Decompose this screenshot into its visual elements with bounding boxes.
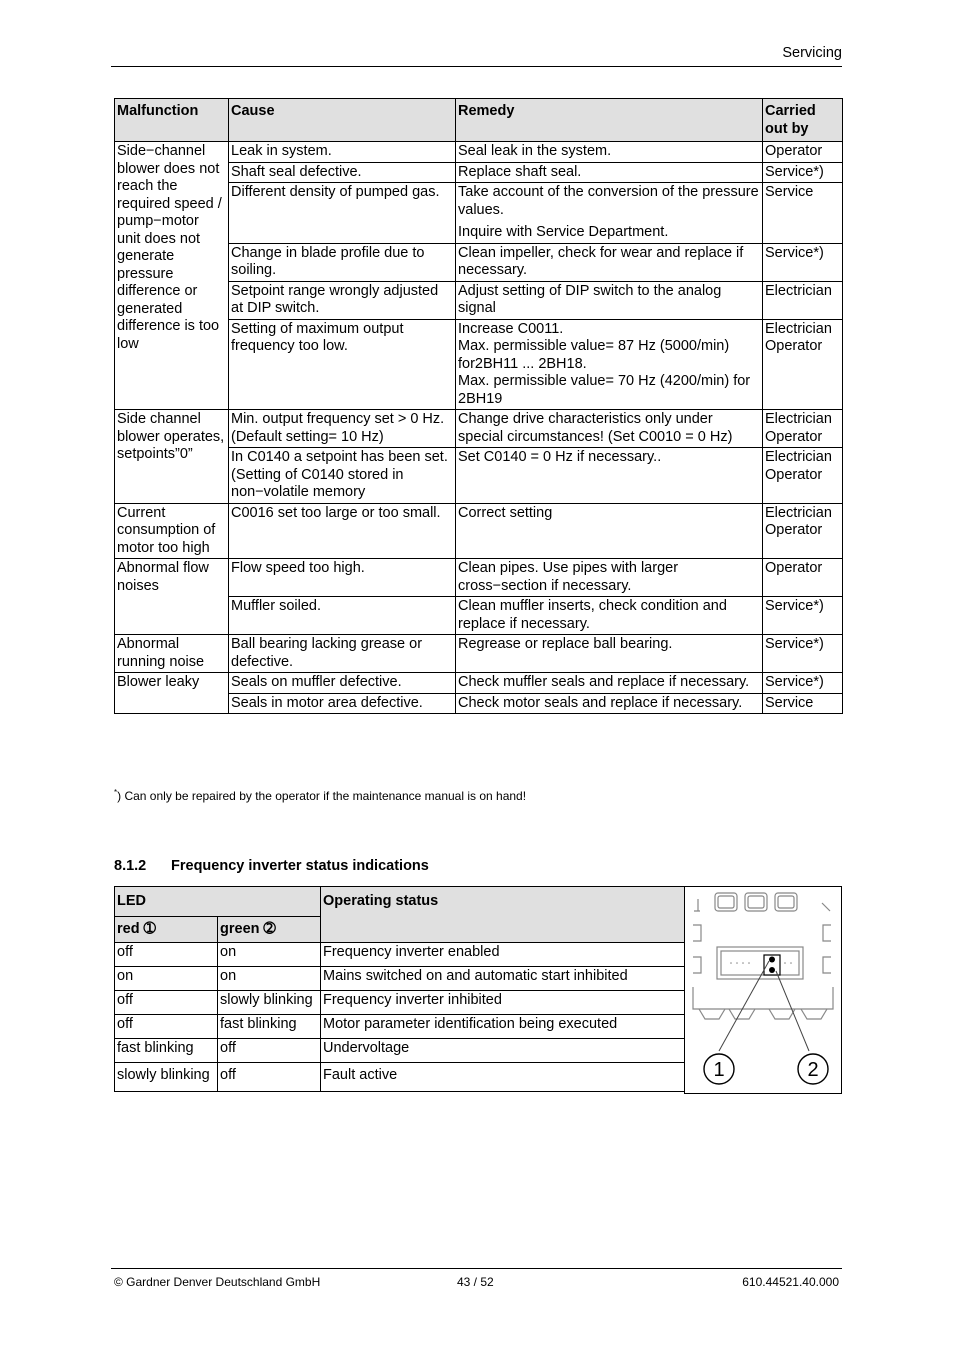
cause-cell: Ball bearing lacking grease or defective.	[229, 635, 456, 673]
led-table-row	[115, 1063, 685, 1092]
carried-out-by-cell: Electrician Operator	[763, 503, 843, 559]
cause-cell: Different density of pumped gas.	[229, 183, 456, 244]
carried-out-by-cell: Electrician	[763, 281, 843, 319]
remedy-line: Clean muffler inserts, check condition and replace if necessary.	[458, 598, 727, 632]
malfunction-cell: Side channel blower operates, setpoints”0”	[115, 410, 229, 504]
carried-out-by-cell: Service*)	[763, 162, 843, 183]
remedy-line: Check muffler seals and replace if necessary.	[458, 674, 750, 690]
carried-out-by-cell: Operator	[763, 142, 843, 163]
table-header-row	[115, 99, 843, 142]
remedy-line: Inquire with Service Department.	[458, 224, 669, 240]
page-header-section: Servicing	[782, 45, 842, 61]
led-red-state: off	[115, 1015, 218, 1039]
carried-out-by-cell: Service*)	[763, 243, 843, 281]
remedy-cell	[456, 410, 763, 448]
header-remedy: Remedy	[456, 99, 763, 142]
remedy-cell	[456, 448, 763, 504]
led-red-state: off	[115, 991, 218, 1015]
carried-out-by-cell: Service*)	[763, 597, 843, 635]
led-table-row	[115, 1015, 685, 1039]
carried-out-by-cell: Electrician Operator	[763, 448, 843, 504]
header-red: red ➀	[115, 917, 218, 943]
led-red-state: slowly blinking	[115, 1063, 218, 1092]
carried-out-by-cell: Service*)	[763, 673, 843, 694]
table-row	[115, 673, 843, 694]
malfunction-cell: Side−channel blower does not reach the required speed / pump−motor unit does not generate pressure difference or generated difference is too low	[115, 142, 229, 410]
malfunction-cell: Abnormal flow noises	[115, 559, 229, 635]
carried-out-by-cell: Operator	[763, 559, 843, 597]
malfunction-cell: Blower leaky	[115, 673, 229, 714]
remedy-line: Change drive characteristics only under special circumstances! (Set C0010 = 0 Hz)	[458, 411, 733, 445]
led-table-row	[115, 991, 685, 1015]
operating-status: Fault active	[321, 1063, 685, 1092]
table-row	[115, 635, 843, 673]
carried-out-by-cell: Electrician Operator	[763, 410, 843, 448]
remedy-line: Correct setting	[458, 504, 553, 521]
led-green-state: off	[218, 1039, 321, 1063]
led-table-body	[115, 943, 685, 1092]
header-malfunction: Malfunction	[115, 99, 229, 142]
remedy-line: Max. permissible value= 70 Hz (4200/min) for 2BH19	[458, 373, 751, 407]
remedy-line: Seal leak in the system.	[458, 143, 612, 159]
cause-cell: Leak in system.	[229, 142, 456, 163]
led-table-row	[115, 967, 685, 991]
remedy-line: Max. permissible value= 87 Hz (5000/min) for2BH11 ... 2BH18.	[458, 338, 730, 372]
cause-cell: Seals on muffler defective.	[229, 673, 456, 694]
led-table-row	[115, 943, 685, 967]
cause-cell: Flow speed too high.	[229, 559, 456, 597]
remedy-cell	[456, 243, 763, 281]
footnote-text: ) Can only be repaired by the operator if the maintenance manual is on hand!	[117, 789, 527, 803]
table-row	[115, 142, 843, 163]
cause-cell: Seals in motor area defective.	[229, 693, 456, 714]
section-number: 8.1.2	[114, 858, 147, 874]
led-table-row	[115, 1039, 685, 1063]
operating-status: Mains switched on and automatic start inhibited	[321, 967, 685, 991]
table-row	[115, 410, 843, 448]
remedy-cell	[456, 673, 763, 694]
led-red-indicator	[769, 957, 775, 963]
operating-status: Motor parameter identification being executed	[321, 1015, 685, 1039]
led-red-state: fast blinking	[115, 1039, 218, 1063]
remedy-cell	[456, 503, 763, 559]
carried-out-by-cell: Service	[763, 183, 843, 244]
cause-cell: In C0140 a setpoint has been set. (Setting of C0140 stored in non−volatile memory	[229, 448, 456, 504]
cause-cell: Setpoint range wrongly adjusted at DIP switch.	[229, 281, 456, 319]
section-title: Frequency inverter status indications	[171, 858, 429, 874]
remedy-cell	[456, 635, 763, 673]
malfunction-cell: Abnormal running noise	[115, 635, 229, 673]
remedy-line: Increase C0011.	[458, 320, 564, 337]
cause-cell: Change in blade profile due to soiling.	[229, 243, 456, 281]
operating-status: Frequency inverter enabled	[321, 943, 685, 967]
remedy-cell	[456, 281, 763, 319]
callout-2-label: 2	[807, 1059, 819, 1081]
led-green-state: slowly blinking	[218, 991, 321, 1015]
remedy-line: Regrease or replace ball bearing.	[458, 636, 673, 652]
remedy-cell	[456, 693, 763, 714]
carried-out-by-cell: Service*)	[763, 635, 843, 673]
led-red-state: off	[115, 943, 218, 967]
header-cause: Cause	[229, 99, 456, 142]
remedy-cell	[456, 142, 763, 163]
footnote	[114, 788, 526, 803]
remedy-line: Replace shaft seal.	[458, 163, 582, 180]
carried-out-by-cell: Service	[763, 693, 843, 714]
led-red-state: on	[115, 967, 218, 991]
malfunction-table	[114, 98, 843, 714]
section-heading	[114, 858, 429, 874]
header-led: LED	[115, 887, 321, 917]
cause-cell: Min. output frequency set > 0 Hz. (Default setting= 10 Hz)	[229, 410, 456, 448]
led-green-state: on	[218, 967, 321, 991]
footer-copyright: © Gardner Denver Deutschland GmbH	[114, 1275, 321, 1289]
remedy-line: Take account of the conversion of the pressure values.	[458, 184, 759, 218]
led-header-row	[115, 887, 685, 917]
malfunction-cell: Current consumption of motor too high	[115, 503, 229, 559]
table-row	[115, 559, 843, 597]
led-green-state: off	[218, 1063, 321, 1092]
remedy-line: Adjust setting of DIP switch to the analog signal	[458, 282, 722, 316]
remedy-line: Clean pipes. Use pipes with larger cross−section if necessary.	[458, 560, 679, 594]
cause-cell: Shaft seal defective.	[229, 162, 456, 183]
operating-status: Undervoltage	[321, 1039, 685, 1063]
footnote-marker: *	[114, 788, 118, 797]
remedy-cell	[456, 319, 763, 410]
header-operating-status: Operating status	[321, 887, 685, 943]
remedy-line: Set C0140 = 0 Hz if necessary..	[458, 449, 662, 465]
callout-1-label: 1	[713, 1059, 725, 1081]
cause-cell: Muffler soiled.	[229, 597, 456, 635]
footer-page-number: 43 / 52	[457, 1275, 494, 1289]
table-row	[115, 503, 843, 559]
header-green: green ➁	[218, 917, 321, 943]
remedy-cell	[456, 183, 763, 244]
led-green-indicator	[769, 967, 775, 973]
led-green-state: fast blinking	[218, 1015, 321, 1039]
led-green-state: on	[218, 943, 321, 967]
cause-cell: Setting of maximum output frequency too low.	[229, 319, 456, 410]
inverter-diagram-illustration	[685, 887, 841, 1093]
footer-document-number: 610.44521.40.000	[742, 1275, 839, 1289]
remedy-line: Check motor seals and replace if necessary.	[458, 694, 743, 711]
carried-out-by-cell: Electrician Operator	[763, 319, 843, 410]
inverter-led-figure	[684, 886, 842, 1094]
cause-cell: C0016 set too large or too small.	[229, 503, 456, 559]
header-rule	[111, 66, 842, 67]
malfunction-table-body	[115, 142, 843, 714]
header-carried-out-by: Carried out by	[763, 99, 843, 142]
operating-status: Frequency inverter inhibited	[321, 991, 685, 1015]
remedy-line: Clean impeller, check for wear and replace if necessary.	[458, 244, 744, 278]
footer-rule	[111, 1268, 842, 1269]
remedy-cell	[456, 162, 763, 183]
remedy-cell	[456, 597, 763, 635]
led-status-table	[114, 886, 685, 1092]
remedy-cell	[456, 559, 763, 597]
